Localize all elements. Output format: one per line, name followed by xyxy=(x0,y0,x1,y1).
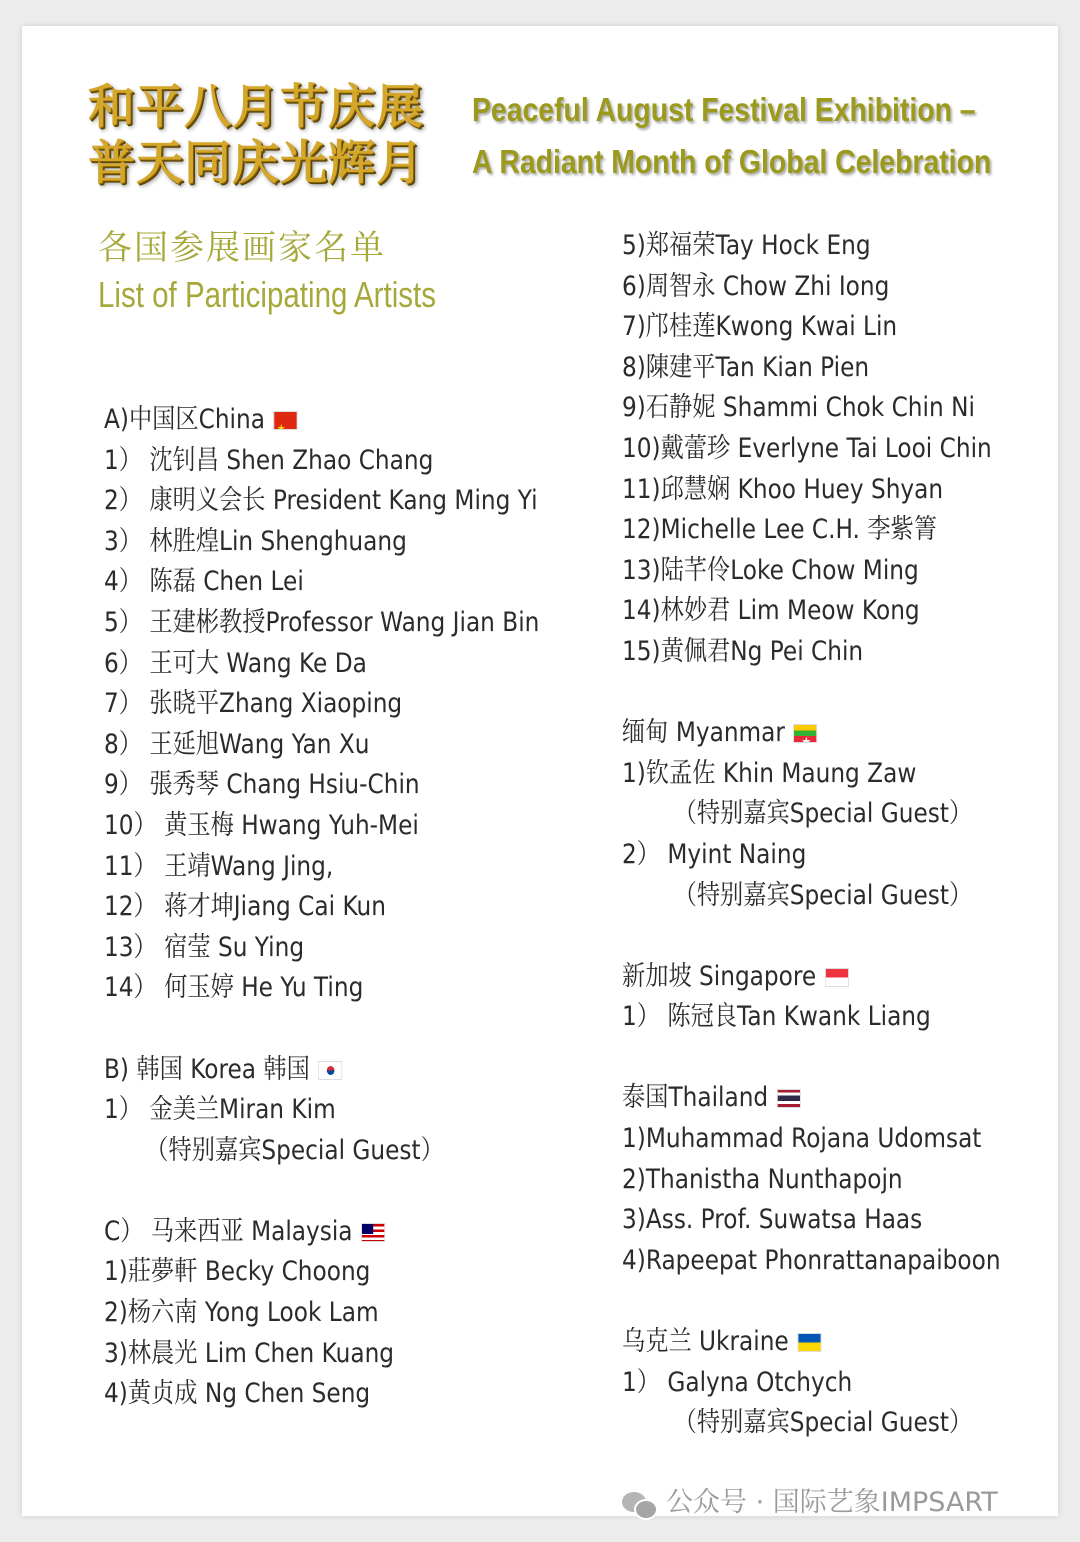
ukraine-flag-icon xyxy=(797,1333,821,1352)
artist-item: 2） 康明义会长 President Kang Ming Yi xyxy=(104,485,538,517)
artist-item: 1） 沈钊昌 Shen Zhao Chang xyxy=(104,444,434,476)
spacer xyxy=(104,1009,584,1050)
section-heading-singapore: 新加坡 Singapore xyxy=(622,957,983,998)
china-flag-icon xyxy=(274,411,298,430)
artist-item: 1） 金美兰Miran Kim xyxy=(104,1094,336,1126)
right-column xyxy=(622,226,1042,1444)
section-heading-china: A)中国区China★ xyxy=(104,400,517,441)
watermark xyxy=(622,1480,998,1519)
artist-item: 15)黄佩君Ng Pei Chin xyxy=(622,635,864,667)
title-chinese xyxy=(88,80,458,192)
artist-item: 6） 王可大 Wang Ke Da xyxy=(104,647,367,679)
title-cn-line2: 普天同庆光辉月 xyxy=(88,136,424,191)
section-heading-ukraine: 乌克兰 Ukraine xyxy=(622,1322,983,1363)
artist-item: 9)石静妮 Shammi Chok Chin Ni xyxy=(622,392,975,424)
artist-item: 8)陳建平Tan Kian Pien xyxy=(622,351,870,383)
artist-item: 1)钦孟佐 Khin Maung Zaw xyxy=(622,757,917,789)
artist-item: 10） 黄玉梅 Hwang Yuh-Mei xyxy=(104,809,419,841)
title-cn-line1: 和平八月节庆展 xyxy=(88,80,424,135)
artist-item: 5)郑福荣Tay Hock Eng xyxy=(622,230,871,261)
artist-item: 12)Michelle Lee C.H. 李紫箐 xyxy=(622,514,937,546)
artist-item: 14） 何玉婷 He Yu Ting xyxy=(104,972,364,1004)
artist-item: 2)Thanistha Nunthapojn xyxy=(622,1163,903,1195)
spacer xyxy=(622,673,1042,714)
artist-item: 1） Galyna Otchych xyxy=(622,1366,853,1398)
special-guest-note: （特别嘉宾Special Guest） xyxy=(673,879,973,911)
artist-item: 3） 林胜煌Lin Shenghuang xyxy=(104,525,407,557)
artist-item: 5） 王建彬教授Professor Wang Jian Bin xyxy=(104,606,540,638)
myanmar-flag-icon xyxy=(794,724,818,743)
artist-item: 3)Ass. Prof. Suwatsa Haas xyxy=(622,1204,923,1236)
artist-item: 6)周智永 Chow Zhi Iong xyxy=(622,270,890,302)
spacer xyxy=(104,1171,584,1212)
artist-item: 7） 张晓平Zhang Xiaoping xyxy=(104,688,403,720)
artist-item: 13） 宿莹 Su Ying xyxy=(104,931,305,963)
section-heading-myanmar: 缅甸 Myanmar★ xyxy=(622,713,983,754)
artist-item: 10)戴蕾珍 Everlyne Tai Looi Chin xyxy=(622,432,992,464)
section-heading-thailand: 泰国Thailand xyxy=(622,1078,983,1119)
section-heading-korea: B) 韩国 Korea 韩国 xyxy=(104,1050,517,1091)
special-guest-note: （特别嘉宾Special Guest） xyxy=(673,798,973,830)
artist-item: 14)林妙君 Lim Meow Kong xyxy=(622,595,920,627)
korea-flag-icon xyxy=(318,1061,342,1080)
artist-item: 2)杨六南 Yong Look Lam xyxy=(104,1297,379,1329)
artist-item: 4） 陈磊 Chen Lei xyxy=(104,566,304,598)
title-english xyxy=(472,84,992,188)
artist-item: 13)陆芊伶Loke Chow Ming xyxy=(622,554,919,586)
subtitle-chinese: 各国参展画家名单 xyxy=(98,228,386,268)
spacer xyxy=(622,1281,1042,1322)
watermark-text: 公众号 · 国际艺象IMPSART xyxy=(666,1487,998,1518)
artist-item: 4)Rapeepat Phonrattanapaiboon xyxy=(622,1244,1001,1276)
spacer xyxy=(622,916,1042,957)
section-heading-malaysia: C） 马来西亚 Malaysia xyxy=(104,1212,517,1253)
artist-item: 4)黄贞成 Ng Chen Seng xyxy=(104,1378,371,1410)
artist-item: 1)Muhammad Rojana Udomsat xyxy=(622,1123,982,1155)
thailand-flag-icon xyxy=(777,1089,801,1108)
title-en-line1: Peaceful August Festival Exhibition – xyxy=(472,91,976,128)
title-en-line2: A Radiant Month of Global Celebration xyxy=(472,143,992,180)
artist-item: 9） 張秀琴 Chang Hsiu-Chin xyxy=(104,769,420,801)
singapore-flag-icon xyxy=(825,968,849,987)
artist-item: 7)邝桂莲Kwong Kwai Lin xyxy=(622,311,898,343)
artist-item: 11） 王靖Wang Jing, xyxy=(104,850,334,882)
left-column xyxy=(104,400,584,1415)
artist-item: 1)莊夢軒 Becky Choong xyxy=(104,1256,371,1288)
subtitle-english: List of Participating Artists xyxy=(98,274,436,315)
special-guest-note: （特别嘉宾Special Guest） xyxy=(673,1407,973,1439)
artist-item: 1） 陈冠良Tan Kwank Liang xyxy=(622,1001,931,1033)
artist-item: 2） Myint Naing xyxy=(622,838,807,870)
spacer xyxy=(622,1038,1042,1079)
wechat-icon xyxy=(622,1490,656,1518)
artist-item: 3)林晨光 Lim Chen Kuang xyxy=(104,1337,395,1369)
special-guest-note: （特别嘉宾Special Guest） xyxy=(145,1134,444,1166)
malaysia-flag-icon xyxy=(361,1223,385,1242)
artist-item: 12） 蒋才坤Jiang Cai Kun xyxy=(104,891,386,923)
artist-item: 11)邱慧娴 Khoo Huey Shyan xyxy=(622,473,944,505)
artist-item: 8） 王延旭Wang Yan Xu xyxy=(104,728,370,760)
